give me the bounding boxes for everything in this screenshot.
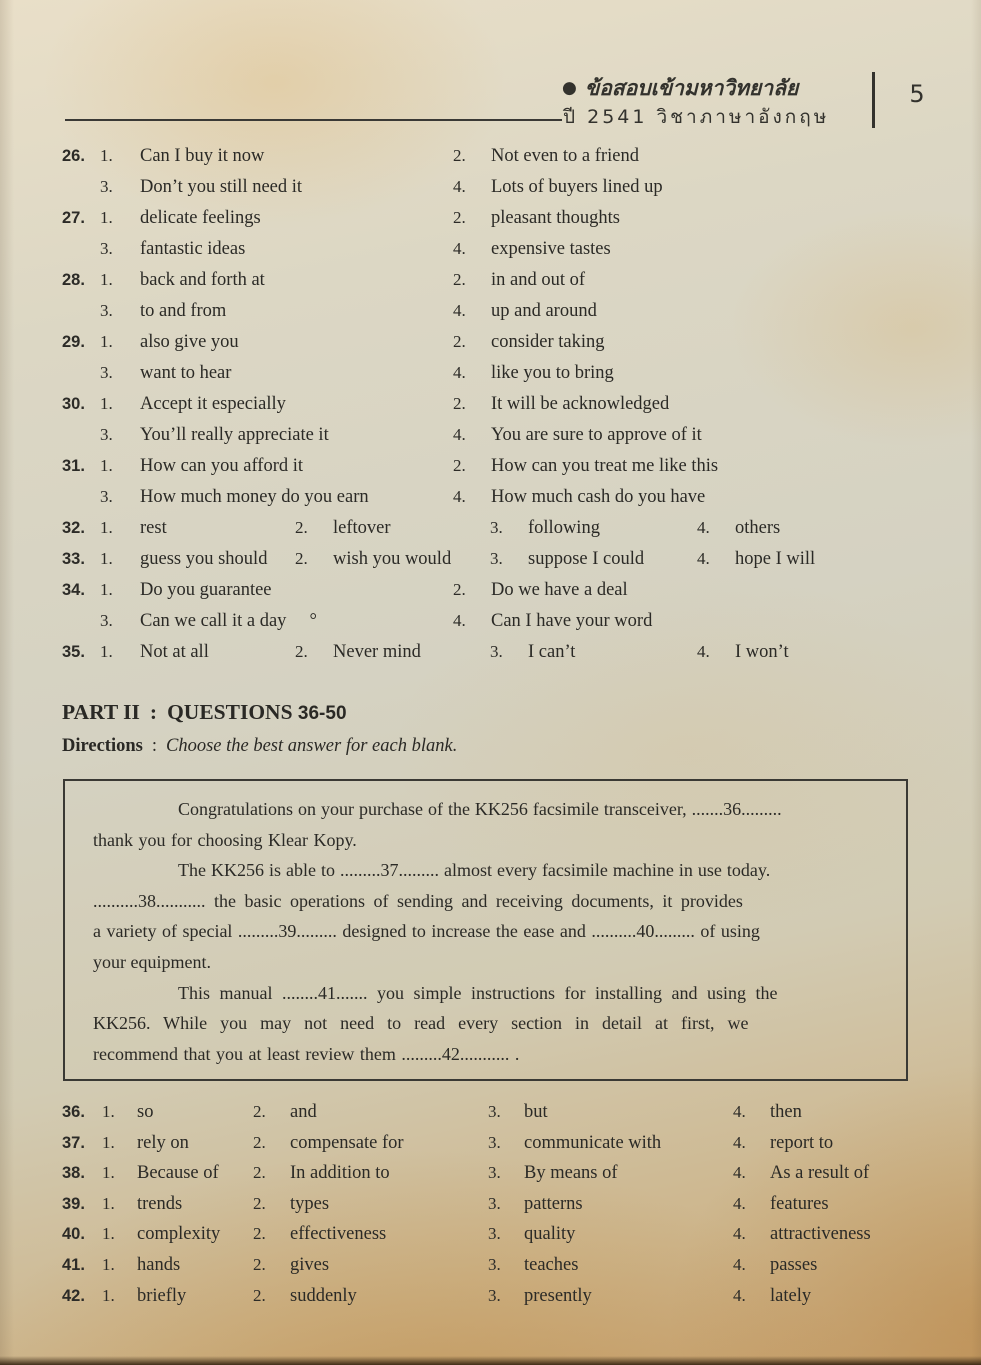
choice-number: 4. — [733, 1132, 746, 1152]
choice-number: 3. — [488, 1163, 501, 1183]
choice-number: 2. — [453, 332, 466, 351]
choice-text: Lots of buyers lined up — [491, 177, 663, 197]
choice-text: Do we have a deal — [491, 580, 628, 600]
choice-text: delicate feelings — [140, 208, 261, 228]
question-row — [62, 1224, 961, 1255]
question-row — [62, 487, 961, 518]
choice-text: patterns — [524, 1193, 583, 1214]
choice-number: 1. — [100, 642, 113, 661]
question-row — [62, 363, 961, 394]
choice-number: 1. — [100, 208, 113, 227]
choice-text: compensate for — [290, 1132, 404, 1153]
question-number: 37. — [62, 1133, 85, 1152]
choice-number: 3. — [100, 363, 113, 382]
choice-text: types — [290, 1193, 330, 1214]
choice-text: want to hear — [140, 363, 232, 383]
question-number: 27. — [62, 209, 85, 227]
question-row — [62, 239, 961, 270]
choice-text: hope I will — [735, 549, 816, 569]
choice-number: 2. — [253, 1102, 266, 1121]
choice-number: 3. — [490, 549, 503, 568]
choice-text: As a result of — [770, 1163, 870, 1184]
choice-number: 3. — [100, 301, 113, 320]
choice-text: rely on — [137, 1132, 189, 1153]
question-row — [62, 425, 961, 456]
choice-text: suppose I could — [528, 549, 645, 569]
choice-number: 4. — [453, 487, 466, 506]
question-number: 41. — [62, 1255, 85, 1274]
choice-text: In addition to — [290, 1163, 390, 1184]
choice-number: 4. — [733, 1224, 746, 1244]
choice-number: 4. — [697, 642, 710, 661]
part2-heading-range: 36-50 — [297, 703, 347, 724]
choice-number: 1. — [102, 1224, 115, 1244]
choice-text: I can’t — [528, 642, 576, 662]
choice-text: then — [770, 1102, 802, 1122]
page-number: 5 — [909, 80, 925, 108]
choice-number: 1. — [100, 456, 113, 475]
question-row — [62, 1102, 961, 1133]
choice-text: How much money do you earn — [140, 487, 369, 507]
part1-questions — [62, 146, 961, 673]
question-number: 30. — [62, 395, 85, 413]
choice-text: It will be acknowledged — [491, 394, 670, 414]
choice-number: 1. — [100, 518, 113, 537]
choice-number: 2. — [253, 1254, 266, 1274]
choice-number: 3. — [100, 611, 113, 630]
choice-number: 3. — [488, 1193, 501, 1213]
choice-number: 4. — [453, 301, 466, 320]
choice-text: so — [137, 1102, 154, 1122]
choice-text: Can I have your word — [491, 611, 653, 631]
choice-number: 2. — [295, 518, 308, 537]
choice-number: 1. — [100, 580, 113, 599]
choice-text: hands — [137, 1254, 181, 1275]
choice-number: 1. — [102, 1132, 115, 1152]
choice-text: complexity — [137, 1224, 221, 1245]
question-row — [62, 270, 961, 301]
passage-line: thank you for choosing Klear Kopy. — [93, 829, 357, 850]
question-row — [62, 146, 961, 177]
question-number: 33. — [62, 550, 85, 568]
part2-heading — [62, 700, 347, 725]
question-row — [62, 580, 961, 611]
passage-line: The KK256 is able to .........37......... almost every facsimile machine in use today. — [178, 860, 771, 881]
choice-number: 4. — [453, 177, 466, 196]
choice-number: 4. — [733, 1285, 746, 1305]
choice-text: Not at all — [140, 642, 209, 662]
header-year-subject: ปี 2541 วิชาภาษาอังกฤษ — [563, 106, 830, 128]
passage-line: your equipment. — [93, 951, 211, 972]
choice-number: 4. — [733, 1163, 746, 1183]
question-row — [62, 642, 961, 673]
choice-number: 3. — [100, 487, 113, 506]
question-number: 36. — [62, 1103, 85, 1121]
question-row — [62, 332, 961, 363]
passage-box — [63, 779, 908, 1081]
choice-text: presently — [524, 1285, 592, 1306]
choice-number: 4. — [453, 425, 466, 444]
choice-number: 4. — [453, 363, 466, 382]
choice-text: up and around — [491, 301, 597, 321]
choice-text: You are sure to approve of it — [491, 425, 702, 445]
question-row — [62, 1194, 961, 1225]
part2-heading-questions: QUESTIONS — [167, 700, 293, 724]
question-row — [62, 177, 961, 208]
question-row — [62, 456, 961, 487]
choice-text: following — [528, 518, 600, 538]
choice-text: leftover — [333, 518, 391, 538]
choice-number: 4. — [453, 611, 466, 630]
choice-number: 3. — [490, 518, 503, 537]
choice-text: How can you treat me like this — [491, 456, 719, 476]
question-row — [62, 394, 961, 425]
question-row — [62, 208, 961, 239]
choice-number: 3. — [488, 1254, 501, 1274]
question-number: 42. — [62, 1286, 85, 1305]
passage-line: Congratulations on your purchase of the KK256 facsimile transceiver, .......36......... — [178, 799, 782, 819]
question-number: 39. — [62, 1194, 85, 1213]
choice-number: 2. — [253, 1163, 266, 1183]
header-divider — [872, 72, 875, 128]
question-number: 38. — [62, 1164, 85, 1183]
header-title-text: ข้อสอบเข้ามหาวิทยาลัย — [584, 76, 799, 100]
choice-number: 1. — [100, 332, 113, 351]
choice-text: Not even to a friend — [491, 146, 639, 166]
choice-text: but — [524, 1102, 548, 1122]
choice-number: 2. — [453, 208, 466, 227]
part2-heading-label: PART II — [62, 700, 140, 724]
choice-number: 2. — [453, 146, 466, 165]
question-row — [62, 301, 961, 332]
header-exam-series-title — [562, 72, 798, 105]
question-row — [62, 1133, 961, 1164]
choice-number: 3. — [100, 425, 113, 444]
passage-line: This manual ........41....... you simple instructions for installing and using the — [178, 982, 778, 1003]
choice-text: features — [770, 1193, 829, 1214]
choice-text: report to — [770, 1132, 834, 1153]
choice-text: fantastic ideas — [140, 239, 246, 259]
choice-number: 1. — [102, 1102, 115, 1121]
question-row — [62, 518, 961, 549]
question-number: 35. — [62, 643, 85, 661]
choice-text: communicate with — [524, 1132, 662, 1153]
choice-text: like you to bring — [491, 363, 614, 383]
choice-number: 2. — [453, 456, 466, 475]
question-row — [62, 1286, 961, 1317]
choice-text: back and forth at — [140, 270, 265, 290]
choice-text: Accept it especially — [140, 394, 286, 414]
choice-number: 3. — [490, 642, 503, 661]
choice-number: 2. — [295, 549, 308, 568]
choice-number: 4. — [733, 1102, 746, 1121]
choice-text: Can we call it a day ° — [140, 611, 317, 631]
choice-text: gives — [290, 1254, 330, 1275]
choice-text: Never mind — [333, 642, 421, 662]
choice-number: 2. — [453, 270, 466, 289]
directions-text: Choose the best answer for each blank. — [165, 736, 458, 756]
question-number: 40. — [62, 1225, 85, 1244]
directions-separator: : — [151, 736, 157, 756]
choice-text: How can you afford it — [140, 456, 304, 476]
choice-number: 2. — [253, 1193, 266, 1213]
choice-number: 2. — [295, 642, 308, 661]
choice-number: 2. — [453, 580, 466, 599]
passage-line: KK256. While you may not need to read every section in detail at first, we — [93, 1013, 749, 1034]
choice-number: 1. — [100, 394, 113, 413]
choice-number: 3. — [488, 1285, 501, 1305]
question-row — [62, 1255, 961, 1286]
choice-number: 1. — [102, 1193, 115, 1213]
choice-number: 1. — [102, 1163, 115, 1183]
question-number: 29. — [62, 333, 85, 351]
header-rule — [65, 119, 562, 121]
bullet-icon: ● — [562, 78, 577, 98]
question-number: 26. — [62, 147, 85, 165]
question-row — [62, 611, 961, 642]
choice-text: passes — [770, 1254, 818, 1275]
choice-text: others — [735, 518, 781, 538]
passage-line: ..........38........... the basic operations of sending and receiving documents, it provides — [93, 890, 743, 911]
question-number: 34. — [62, 581, 85, 599]
choice-number: 3. — [488, 1102, 501, 1121]
choice-text: in and out of — [491, 270, 586, 290]
choice-number: 4. — [697, 518, 710, 537]
choice-number: 2. — [453, 394, 466, 413]
choice-number: 1. — [102, 1285, 115, 1305]
passage-line: recommend that you at least review them .........42........... . — [93, 1043, 520, 1064]
choice-text: to and from — [140, 301, 227, 321]
choice-number: 4. — [733, 1193, 746, 1213]
choice-text: Because of — [137, 1163, 219, 1184]
choice-number: 2. — [253, 1224, 266, 1244]
choice-text: lately — [770, 1285, 812, 1306]
directions-line — [62, 736, 457, 757]
choice-text: briefly — [137, 1285, 187, 1306]
choice-text: suddenly — [290, 1285, 357, 1306]
choice-text: pleasant thoughts — [491, 208, 620, 228]
choice-text: attractiveness — [770, 1224, 871, 1245]
choice-text: teaches — [524, 1254, 579, 1275]
choice-text: rest — [140, 518, 167, 538]
choice-text: Can I buy it now — [140, 146, 265, 166]
choice-number: 4. — [733, 1254, 746, 1274]
directions-label: Directions — [62, 736, 143, 756]
choice-text: and — [290, 1102, 317, 1122]
choice-text: I won’t — [735, 642, 789, 662]
choice-number: 2. — [253, 1285, 266, 1305]
choice-text: also give you — [140, 332, 239, 352]
choice-text: effectiveness — [290, 1224, 387, 1245]
choice-number: 4. — [697, 549, 710, 568]
choice-text: You’ll really appreciate it — [140, 425, 329, 445]
choice-text: How much cash do you have — [491, 487, 706, 507]
choice-text: quality — [524, 1224, 576, 1245]
choice-number: 3. — [100, 239, 113, 258]
choice-number: 1. — [100, 549, 113, 568]
choice-number: 2. — [253, 1132, 266, 1152]
choice-text: By means of — [524, 1163, 618, 1184]
question-number: 28. — [62, 271, 85, 289]
passage-line: a variety of special .........39......... designed to increase the ease and ..........40......... of using — [93, 921, 760, 942]
choice-text: trends — [137, 1193, 183, 1214]
choice-text: Don’t you still need it — [140, 177, 303, 197]
question-row — [62, 1163, 961, 1194]
choice-number: 1. — [100, 270, 113, 289]
choice-number: 1. — [100, 146, 113, 165]
part2-heading-separator: : — [149, 700, 158, 724]
question-row — [62, 549, 961, 580]
choice-number: 3. — [488, 1224, 501, 1244]
choice-text: consider taking — [491, 332, 605, 352]
choice-text: wish you would — [333, 549, 452, 569]
part2-questions — [62, 1102, 961, 1316]
choice-text: expensive tastes — [491, 239, 611, 259]
choice-number: 3. — [488, 1132, 501, 1152]
choice-text: Do you guarantee — [140, 580, 272, 600]
question-number: 32. — [62, 519, 85, 537]
choice-number: 4. — [453, 239, 466, 258]
choice-number: 1. — [102, 1254, 115, 1274]
choice-number: 3. — [100, 177, 113, 196]
question-number: 31. — [62, 457, 85, 475]
choice-text: guess you should — [140, 549, 268, 569]
